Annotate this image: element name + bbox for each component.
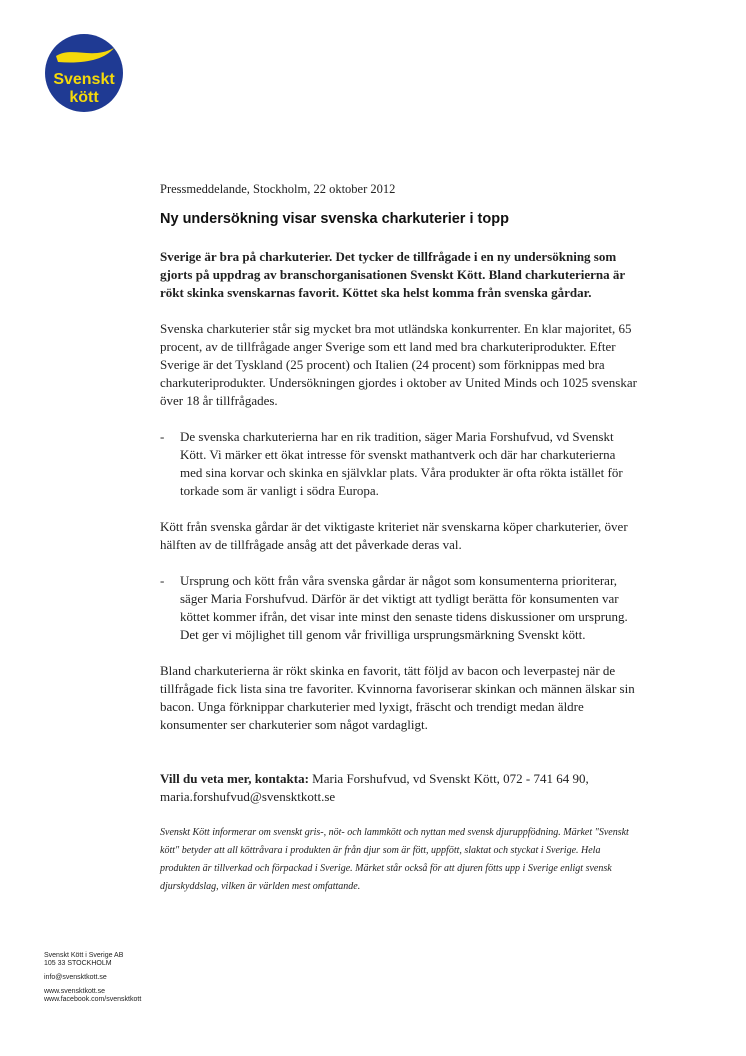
footer-address: 105 33 STOCKHOLM (44, 960, 112, 967)
quote-dash: - (160, 573, 165, 588)
quote-dash: - (160, 429, 165, 444)
headline: Ny undersökning visar svenska charkuterier i topp (160, 211, 509, 227)
contact-text: Maria Forshufvud, vd Svenskt Kött, 072 - 741 64 90, (308, 771, 589, 786)
quote-2 (160, 572, 640, 644)
press-release-body (160, 180, 640, 896)
paragraph-3: Bland charkuterierna är rökt skinka en favorit, tätt följd av bacon och leverpastej när de tillfrågade fick lista sina tre favoriter. Kvinnorna favoriserar skinkan och männen älskar sin bacon. Unga förknippar charkuterier med lyxigt, fräscht och trendigt medan äldre konsumenter ser charkuterier som något vardagligt. (160, 663, 635, 732)
paragraph-1: Svenska charkuterier står sig mycket bra mot utländska konkurrenter. En klar majoritet, 65 procent, av de tillfrågade anger Sverige som ett land med bra charkuteriprodukter. Efter Sverige är det Tyskland (25 procent) och Italien (24 procent) som förknippas med bra charkuteriprodukter. Undersökningen gjordes i oktober av United Minds och 1025 svenskar över 18 år tillfrågades. (160, 321, 637, 408)
dateline: Pressmeddelande, Stockholm, 22 oktober 2012 (160, 182, 396, 196)
footer-email[interactable]: info@svensktkott.se (44, 974, 107, 981)
quote-2-text: Ursprung och kött från våra svenska gårdar är något som konsumenterna prioriterar, säger Maria Forshufvud. Därför är det viktigt att tydligt berätta för konsumenten var köttet kommer ifrån, det visar inte minst den senaste tidens diskussioner om ursprung. Det ger vi möjlighet till genom vår frivilliga ursprungsmärkning Svenskt kött. (180, 573, 628, 642)
contact-info (160, 770, 640, 806)
footer (44, 952, 141, 1010)
paragraph-2: Kött från svenska gårdar är det viktigaste kriteriet när svenskarna köper charkuterier, över hälften av de tillfrågade ansåg att det påverkade deras val. (160, 519, 628, 552)
contact-email[interactable]: maria.forshufvud@svensktkott.se (160, 789, 336, 804)
logo-text-line2: kött (69, 89, 99, 106)
about-note: Svenskt Kött informerar om svenskt gris-, nöt- och lammkött och nyttan med svensk djuruppfödning. Märket "Svenskt kött" betyder att all köttråvara i produkten är från djur som är fött, uppfött, slaktat och styckat i Sverige. Hela produkten är tillverkad och förpackad i Sverige. Märket står också för att djuren fötts upp i Sverige enligt svensk djurskyddslag, vilken är världen mest omfattande. (160, 827, 629, 892)
contact-label: Vill du veta mer, kontakta: (160, 771, 309, 786)
quote-1-text: De svenska charkuterierna har en rik tradition, säger Maria Forshufvud, vd Svenskt Kött. Vi märker ett ökat intresse för svenskt mathantverk och där har charkuterierna med sina korvar och skinka en självklar plats. Våra produkter är ofta rökta istället för torkade som är vanligt i södra Europa. (180, 429, 623, 498)
svenskt-kott-logo (44, 20, 124, 126)
footer-facebook[interactable]: www.facebook.com/svensktkott (44, 996, 142, 1003)
footer-website[interactable]: www.svensktkott.se (44, 988, 106, 995)
logo-text-line1: Svenskt (53, 71, 115, 88)
footer-company: Svenskt Kött i Sverige AB (44, 952, 124, 959)
quote-1 (160, 428, 640, 500)
lead-paragraph: Sverige är bra på charkuterier. Det tycker de tillfrågade i en ny undersökning som gjorts på uppdrag av branschorganisationen Svenskt Kött. Bland charkuterierna är rökt skinka svenskarnas favorit. Köttet ska helst komma från svenska gårdar. (160, 249, 625, 300)
